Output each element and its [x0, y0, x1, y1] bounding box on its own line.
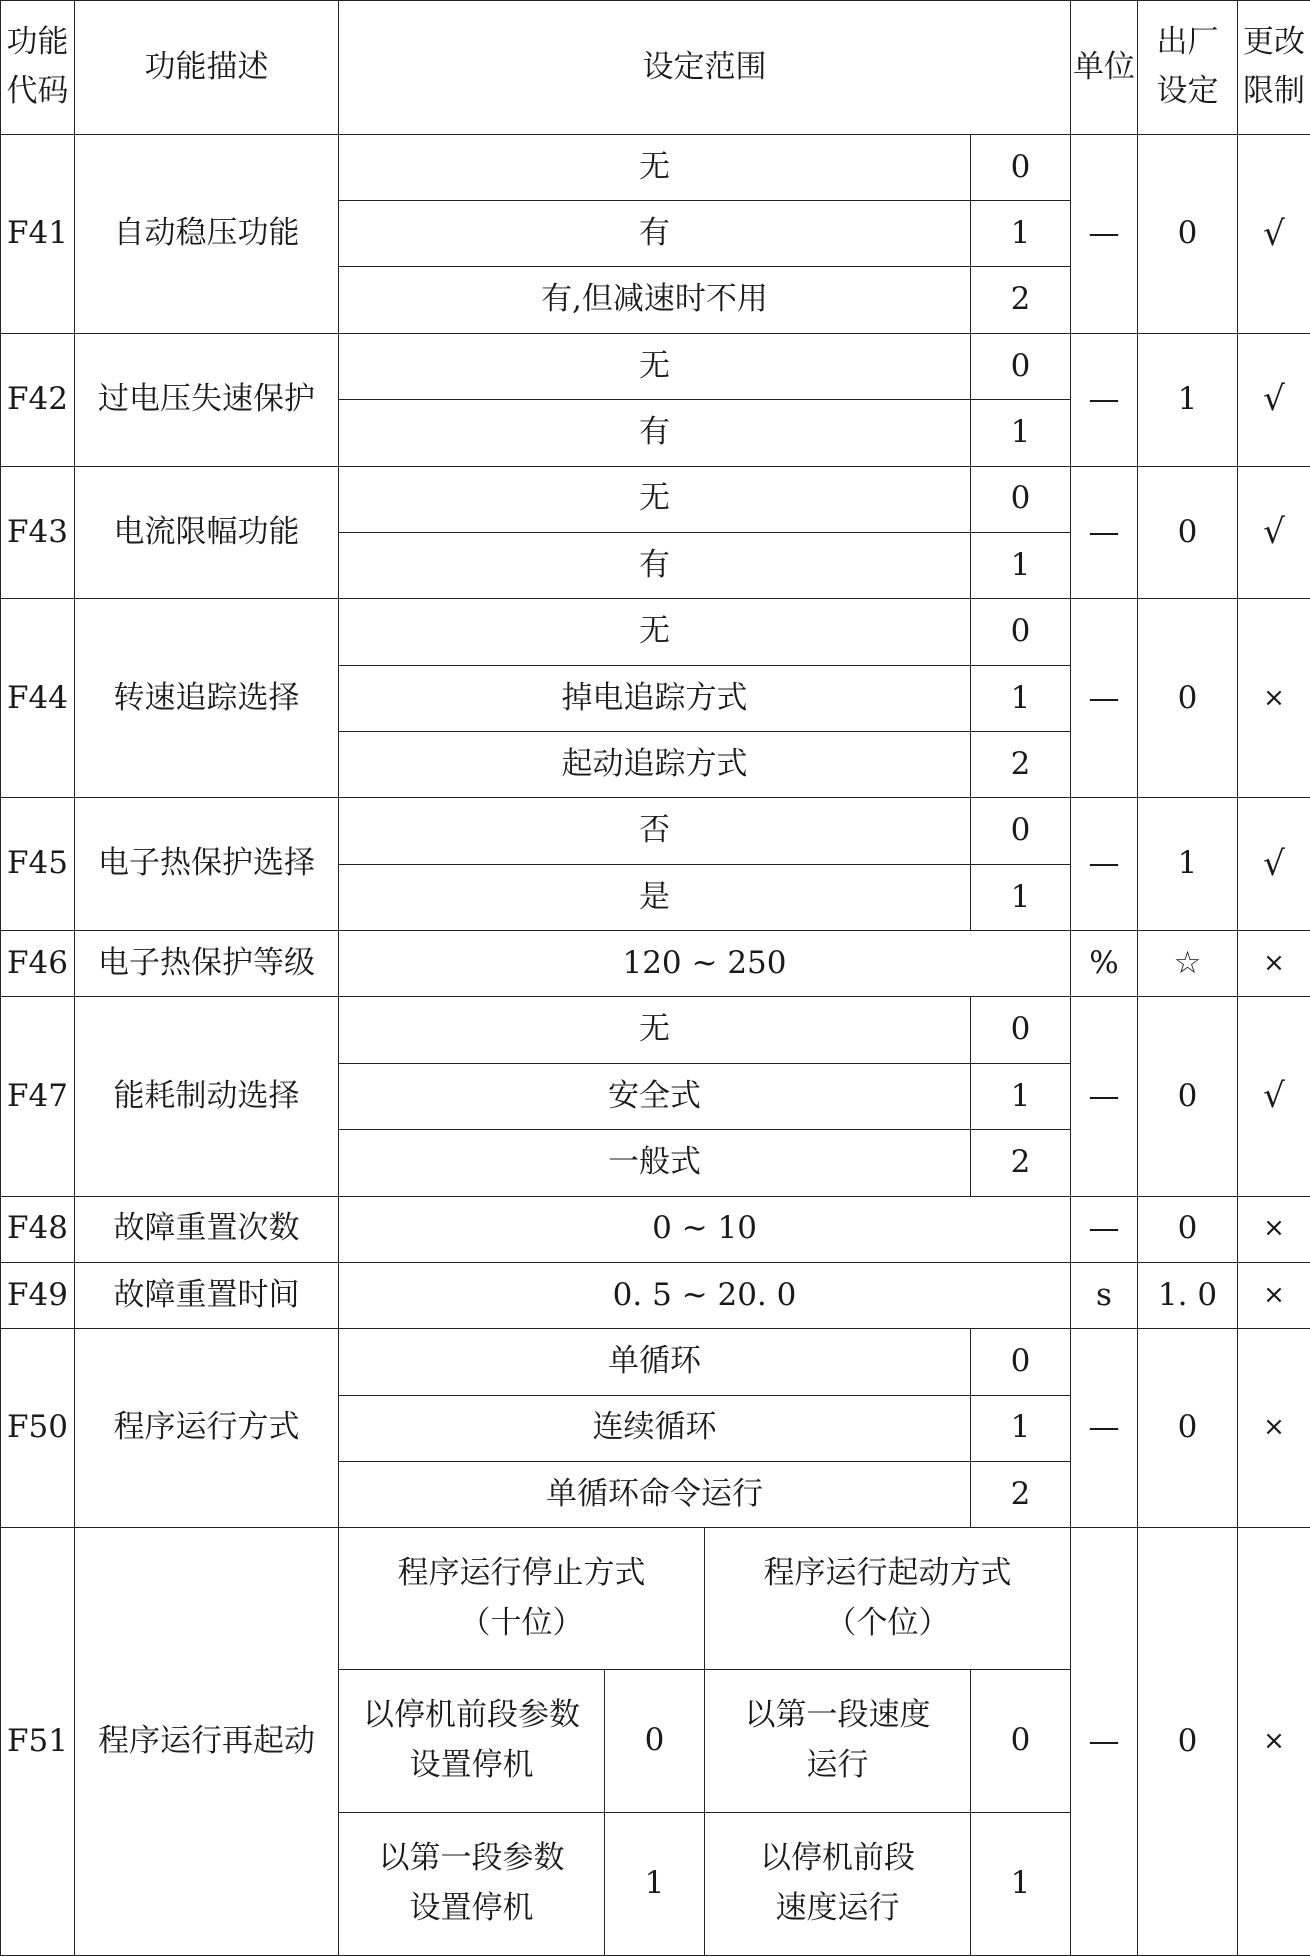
option-label: 安全式 — [339, 1063, 971, 1129]
row-default: 0 — [1138, 1329, 1238, 1528]
table-row — [1, 931, 1310, 997]
stop-option-value: 1 — [605, 1812, 705, 1955]
table-row — [1, 134, 1310, 200]
option-label: 连续循环 — [339, 1395, 971, 1461]
option-value: 1 — [971, 400, 1071, 466]
option-value: 1 — [971, 665, 1071, 731]
table-row — [1, 599, 1310, 665]
option-value: 0 — [971, 333, 1071, 399]
row-unit: — — [1071, 466, 1138, 599]
row-code: F46 — [1, 931, 75, 997]
header-limit: 更改 限制 — [1238, 1, 1310, 135]
row-limit: × — [1238, 1262, 1310, 1328]
row-default: 1. 0 — [1138, 1262, 1238, 1328]
row-limit: √ — [1238, 798, 1310, 931]
row-unit: % — [1071, 931, 1138, 997]
row-unit: — — [1071, 1196, 1138, 1262]
option-label: 起动追踪方式 — [339, 731, 971, 797]
start-option-label: 以停机前段 速度运行 — [705, 1812, 971, 1955]
stop-mode-header: 程序运行停止方式 （十位） — [339, 1528, 705, 1670]
row-unit: — — [1071, 134, 1138, 333]
option-label: 单循环 — [339, 1329, 971, 1395]
row-range: 0. 5 ~ 20. 0 — [339, 1262, 1071, 1328]
row-unit: — — [1071, 1329, 1138, 1528]
table-row — [1, 1528, 1310, 1670]
option-label: 是 — [339, 864, 971, 930]
table-row — [1, 1262, 1310, 1328]
stop-option-label: 以停机前段参数 设置停机 — [339, 1670, 605, 1813]
row-code: F43 — [1, 466, 75, 599]
option-label: 无 — [339, 333, 971, 399]
row-default: ☆ — [1138, 931, 1238, 997]
option-value: 1 — [971, 1395, 1071, 1461]
option-value: 0 — [971, 466, 1071, 532]
row-default: 0 — [1138, 466, 1238, 599]
header-code: 功能 代码 — [1, 1, 75, 135]
row-range: 120 ~ 250 — [339, 931, 1071, 997]
row-limit: √ — [1238, 997, 1310, 1196]
option-label: 无 — [339, 466, 971, 532]
option-value: 0 — [971, 1329, 1071, 1395]
header-unit: 单位 — [1071, 1, 1138, 135]
row-limit: √ — [1238, 466, 1310, 599]
row-code: F50 — [1, 1329, 75, 1528]
row-code: F41 — [1, 134, 75, 333]
row-default: 1 — [1138, 333, 1238, 466]
row-unit: — — [1071, 997, 1138, 1196]
option-value: 1 — [971, 1063, 1071, 1129]
row-desc: 电子热保护选择 — [75, 798, 339, 931]
table-row — [1, 333, 1310, 399]
row-desc: 过电压失速保护 — [75, 333, 339, 466]
row-code: F45 — [1, 798, 75, 931]
row-code: F42 — [1, 333, 75, 466]
row-code: F47 — [1, 997, 75, 1196]
option-value: 1 — [971, 532, 1071, 598]
option-label: 有 — [339, 400, 971, 466]
option-label: 有 — [339, 532, 971, 598]
option-label: 有 — [339, 201, 971, 267]
option-value: 2 — [971, 267, 1071, 333]
row-unit: — — [1071, 798, 1138, 931]
table-row — [1, 466, 1310, 532]
row-default: 0 — [1138, 599, 1238, 798]
row-default: 0 — [1138, 1528, 1238, 1956]
row-default: 0 — [1138, 1196, 1238, 1262]
row-desc: 程序运行再起动 — [75, 1528, 339, 1956]
table-row — [1, 1196, 1310, 1262]
option-value: 2 — [971, 1130, 1071, 1196]
option-value: 1 — [971, 201, 1071, 267]
option-label: 单循环命令运行 — [339, 1461, 971, 1527]
row-desc: 故障重置时间 — [75, 1262, 339, 1328]
option-value: 0 — [971, 798, 1071, 864]
start-option-value: 0 — [971, 1670, 1071, 1813]
row-limit: √ — [1238, 333, 1310, 466]
row-range: 0 ~ 10 — [339, 1196, 1071, 1262]
option-value: 0 — [971, 997, 1071, 1063]
row-desc: 程序运行方式 — [75, 1329, 339, 1528]
row-code: F48 — [1, 1196, 75, 1262]
row-unit: — — [1071, 1528, 1138, 1956]
option-value: 2 — [971, 1461, 1071, 1527]
table-row — [1, 1329, 1310, 1395]
row-unit: — — [1071, 333, 1138, 466]
option-label: 一般式 — [339, 1130, 971, 1196]
stop-option-label: 以第一段参数 设置停机 — [339, 1812, 605, 1955]
row-desc: 能耗制动选择 — [75, 997, 339, 1196]
row-desc: 转速追踪选择 — [75, 599, 339, 798]
row-desc: 故障重置次数 — [75, 1196, 339, 1262]
option-label: 否 — [339, 798, 971, 864]
option-value: 0 — [971, 599, 1071, 665]
start-option-label: 以第一段速度 运行 — [705, 1670, 971, 1813]
row-code: F51 — [1, 1528, 75, 1956]
row-limit: × — [1238, 599, 1310, 798]
option-label: 有,但减速时不用 — [339, 267, 971, 333]
stop-option-value: 0 — [605, 1670, 705, 1813]
option-label: 无 — [339, 134, 971, 200]
row-limit: × — [1238, 1528, 1310, 1956]
row-desc: 自动稳压功能 — [75, 134, 339, 333]
row-code: F49 — [1, 1262, 75, 1328]
row-desc: 电子热保护等级 — [75, 931, 339, 997]
option-value: 2 — [971, 731, 1071, 797]
row-unit: s — [1071, 1262, 1138, 1328]
header-range: 设定范围 — [339, 1, 1071, 135]
row-limit: × — [1238, 1329, 1310, 1528]
row-default: 0 — [1138, 134, 1238, 333]
option-label: 掉电追踪方式 — [339, 665, 971, 731]
row-default: 1 — [1138, 798, 1238, 931]
row-limit: × — [1238, 1196, 1310, 1262]
row-limit: √ — [1238, 134, 1310, 333]
table-row — [1, 798, 1310, 864]
option-label: 无 — [339, 599, 971, 665]
option-label: 无 — [339, 997, 971, 1063]
start-option-value: 1 — [971, 1812, 1071, 1955]
header-desc: 功能描述 — [75, 1, 339, 135]
start-mode-header: 程序运行起动方式 （个位） — [705, 1528, 1071, 1670]
option-value: 1 — [971, 864, 1071, 930]
row-unit: — — [1071, 599, 1138, 798]
header-default: 出厂 设定 — [1138, 1, 1238, 135]
row-default: 0 — [1138, 997, 1238, 1196]
row-code: F44 — [1, 599, 75, 798]
option-value: 0 — [971, 134, 1071, 200]
row-desc: 电流限幅功能 — [75, 466, 339, 599]
header-row — [1, 1, 1310, 135]
row-limit: × — [1238, 931, 1310, 997]
table-row — [1, 997, 1310, 1063]
